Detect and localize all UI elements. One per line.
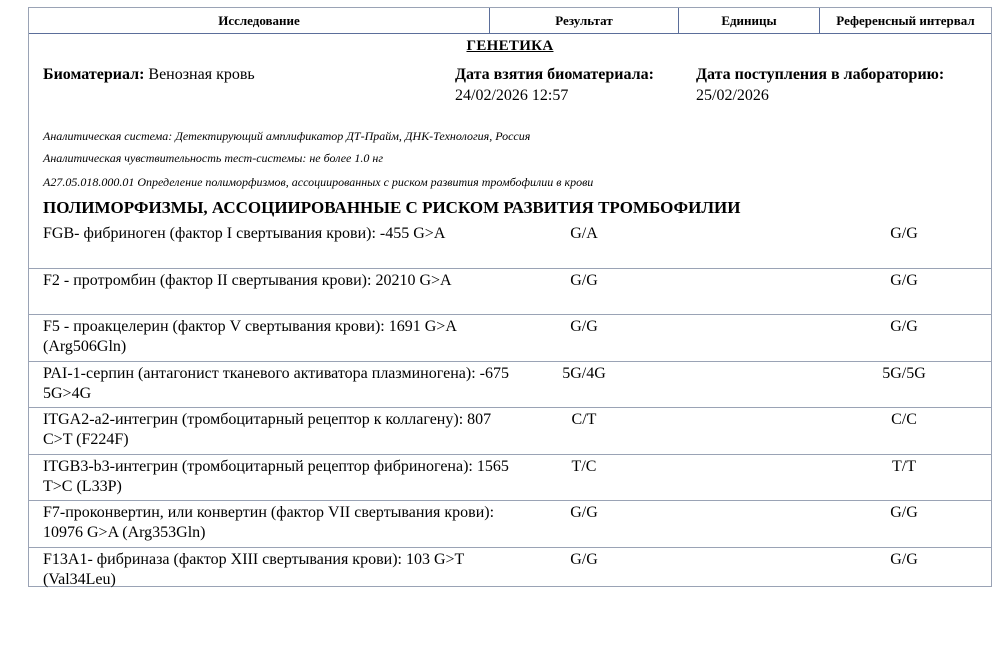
- header-study: Исследование: [29, 8, 490, 33]
- biomaterial: [43, 64, 255, 85]
- header-reference: Референсный интервал: [836, 12, 975, 28]
- row-reference: G/G: [890, 225, 918, 242]
- row-reference: G/G: [890, 504, 918, 521]
- row-name: ITGB3-b3-интегрин (тромбоцитарный рецептор фибриногена): 1565 T>C (L33P): [43, 457, 509, 495]
- row-result: G/A: [570, 225, 598, 242]
- row-result: G/G: [570, 271, 598, 289]
- biomaterial-label: Биоматериал:: [43, 66, 145, 83]
- header-result: Результат: [490, 8, 679, 33]
- table-row: [29, 315, 991, 362]
- row-name: F2 - протромбин (фактор II свертывания крови): 20210 G>A: [43, 271, 452, 289]
- note-sensitivity: Аналитическая чувствительность тест-системы: не более 1.0 нг: [43, 151, 384, 165]
- lab-report: [28, 7, 992, 587]
- row-result: C/T: [571, 411, 597, 428]
- header-units: Единицы: [679, 8, 820, 33]
- results-table: [29, 222, 991, 594]
- row-reference: G/G: [890, 271, 918, 289]
- row-result: G/G: [570, 318, 598, 335]
- group-title: ПОЛИМОРФИЗМЫ, АССОЦИИРОВАННЫЕ С РИСКОМ РАЗВИТИЯ ТРОМБОФИЛИИ: [43, 198, 741, 217]
- table-row: [29, 455, 991, 502]
- table-row: [29, 222, 991, 269]
- collection-date: [455, 64, 654, 106]
- row-reference: T/T: [892, 457, 916, 475]
- table-row: [29, 408, 991, 455]
- row-reference: G/G: [890, 318, 918, 335]
- row-name: PAI-1-серпин (антагонист тканевого активатора плазминогена): -675 5G>4G: [43, 364, 509, 402]
- table-row: [29, 501, 991, 548]
- received-date: [696, 64, 944, 106]
- row-name: F13A1- фибриназа (фактор XIII свертывания крови): 103 G>T (Val34Leu): [43, 550, 465, 588]
- row-name: F5 - проакцелерин (фактор V свертывания крови): 1691 G>A (Arg506Gln): [43, 318, 456, 355]
- row-name: FGB- фибриноген (фактор I свертывания крови): -455 G>A: [43, 225, 446, 242]
- row-result: T/C: [571, 457, 597, 475]
- note-analytical-system: Аналитическая система: Детектирующий амплификатор ДТ-Прайм, ДНК-Технология, Россия: [43, 129, 531, 143]
- row-reference: G/G: [890, 550, 918, 568]
- row-name: ITGA2-a2-интегрин (тромбоцитарный рецептор к коллагену): 807 C>T (F224F): [43, 411, 492, 448]
- biomaterial-value: Венозная кровь: [148, 66, 255, 83]
- note-test-code: А27.05.018.000.01 Определение полиморфизмов, ассоциированных с риском развития тромбофилии в крови: [43, 175, 594, 189]
- collection-date-value: 24/02/2026 12:57: [455, 87, 569, 104]
- section-title: ГЕНЕТИКА: [466, 38, 554, 54]
- table-row: [29, 269, 991, 316]
- row-result: 5G/4G: [562, 364, 606, 382]
- row-result: G/G: [570, 504, 598, 521]
- row-reference: C/C: [891, 411, 917, 428]
- received-date-label: Дата поступления в лабораторию:: [696, 66, 945, 83]
- row-reference: 5G/5G: [882, 364, 926, 382]
- collection-date-label: Дата взятия биоматериала:: [455, 66, 654, 83]
- table-row: [29, 362, 991, 409]
- received-date-value: 25/02/2026: [696, 87, 769, 104]
- table-row: [29, 548, 991, 595]
- row-result: G/G: [570, 550, 598, 568]
- table-header: [29, 8, 991, 34]
- row-name: F7-проконвертин, или конвертин (фактор VII свертывания крови): 10976 G>A (Arg353Gln): [43, 504, 495, 541]
